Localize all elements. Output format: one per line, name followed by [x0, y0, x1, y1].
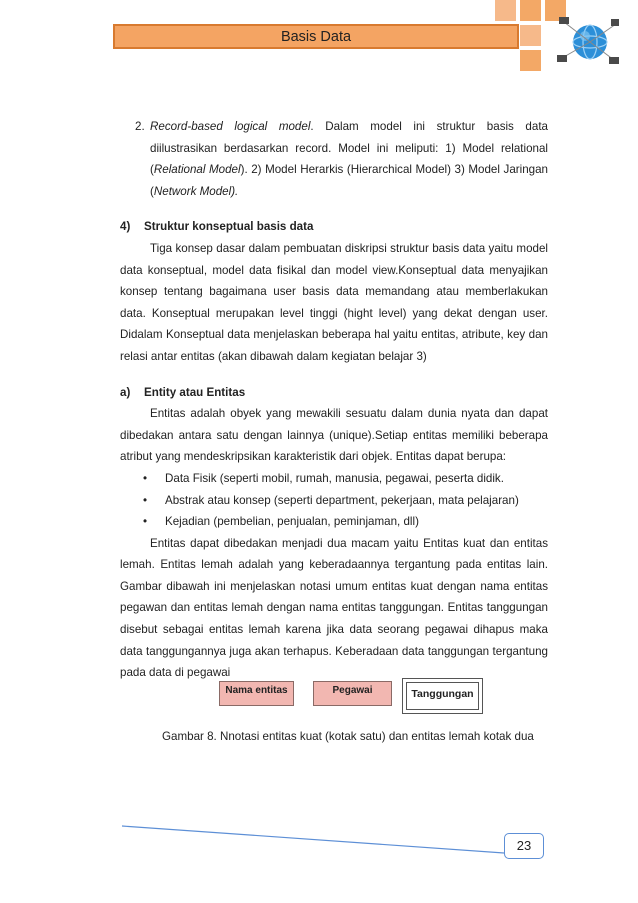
header-bar [113, 24, 519, 49]
weak-entity-inner-box [406, 682, 479, 710]
entity-box-label: Pegawai [332, 685, 373, 696]
record-based-term: Record-based logical model [150, 120, 311, 133]
list-item-2-line2: diilustrasikan berdasarkan record. Model ini meliputi: 1) Model relational [150, 141, 548, 155]
list-item-2-line1-rest: . Dalam model ini struktur basis data [310, 120, 548, 133]
bullet-text: Data Fisik (seperti mobil, rumah, manusia, pegawai, peserta didik. [165, 471, 504, 485]
page-number: 23 [504, 833, 544, 859]
section-a-title: Entity atau Entitas [144, 385, 246, 399]
list-item-2-text [150, 116, 548, 202]
bullet-icon: • [143, 515, 148, 529]
bullet-text: Kejadian (pembelian, penjualan, peminjaman, dll) [165, 515, 419, 529]
section-4-number: 4) [120, 220, 131, 234]
weak-entity-box-tanggungan [402, 678, 483, 714]
list-item-2-line3b: ). 2) Model Herarkis (Hierarchical Model) 3) Model [240, 163, 500, 177]
section-a-heading [120, 382, 548, 404]
list-item-2-line4a: Jaringan ( [150, 163, 549, 198]
entity-box-pegawai [313, 681, 392, 706]
list-item-2 [120, 116, 548, 202]
relational-model-term: Relational Model [153, 163, 241, 177]
bullet-item [120, 511, 548, 533]
entity-box-label: Nama entitas [225, 685, 288, 696]
figure-caption: Gambar 8. Nnotasi entitas kuat (kotak satu) dan entitas lemah kotak dua [162, 730, 534, 743]
header-title: Basis Data [280, 29, 352, 45]
bullet-item [120, 490, 548, 512]
bullet-icon: • [143, 493, 148, 507]
section-4-title: Struktur konseptual basis data [144, 220, 314, 234]
section-a-paragraph-2: Entitas dapat dibedakan menjadi dua macam yaitu Entitas kuat dan entitas lemah. Entitas lemah adalah yang keberadaannya tergantung pada entitas lain. Gambar dibawah ini menjelaskan notasi umum entitas kuat dengan nama entitas pegawan dan entitas lemah dengan nama entitas tanggungan. Entitas tanggungan disebut sebagai entitas lemah karena jika data seorang pegawai dihapus maka data tanggungannya juga akan terhapus. Keberadaan data tanggungan tergantung pada data di pegawai [120, 536, 548, 680]
header-deco-square-1 [495, 0, 516, 21]
list-item-2-line3a: ( [150, 163, 154, 177]
bullet-text: Abstrak atau konsep (seperti department, pekerjaan, mata pelajaran) [165, 493, 519, 507]
main-content [120, 116, 548, 684]
header-deco-square-2 [520, 0, 541, 21]
bullet-icon: • [143, 471, 148, 485]
entity-box-label: Tanggungan [411, 688, 474, 700]
entity-box-nama-entitas [219, 681, 294, 706]
section-a-paragraph-1: Entitas adalah obyek yang mewakili sesuatu dalam dunia nyata dan dapat dibedakan antara satu dengan lainnya (unique).Setiap entitas memiliki beberapa atribut yang mendeskripsikan karakteristik dari objek. Entitas dapat berupa: [120, 407, 548, 464]
section-a-number: a) [120, 385, 131, 399]
header-deco-square-3 [520, 25, 541, 46]
header-deco-square-4 [520, 50, 541, 71]
bullet-item [120, 468, 548, 490]
section-4-paragraph: Tiga konsep dasar dalam pembuatan diskripsi struktur basis data yaitu model data konseptual, model data fisikal dan model view.Konseptual data menyajikan konsep tentang bagaimana user basis data memandang atau memberlakukan data. Konseptual merupakan level tinggi (hight level) yang dekat dengan user. Didalam Konseptual data menjelaskan beberapa hal yaitu entitas, atribute, key dan relasi antar entitas (akan dibawah dalam kegiatan belajar 3) [120, 241, 548, 363]
list-item-number: 2. [135, 120, 145, 133]
network-globe-icon [556, 14, 620, 68]
section-4-heading [120, 216, 548, 238]
network-model-term: Network Model). [153, 184, 239, 198]
